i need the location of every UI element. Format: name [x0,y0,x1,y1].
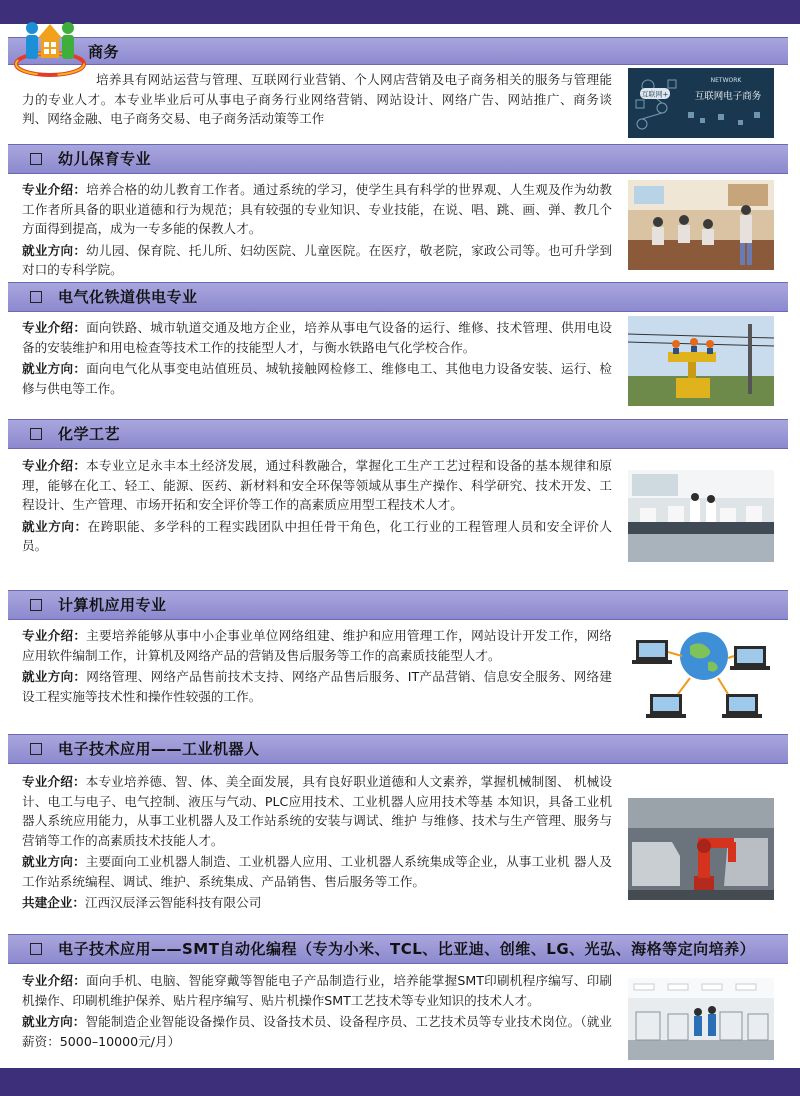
checkbox-square-icon [30,153,42,165]
intro-text: 主要培养能够从事中小企事业单位网络组建、维护和应用管理工作，网站设计开发工作，网络应用软件编制工作，计算机及网络产品的营销及售后服务等工作的高素质技能型人才。 [22,628,613,663]
section-body-chemistry [22,456,612,558]
section-header-ecommerce [8,37,788,65]
section-body-computer [22,626,612,708]
partner-label: 共建企业： [22,895,85,910]
intro-paragraph [22,318,612,357]
intro-paragraph [22,180,612,239]
section-body-smt [22,971,612,1053]
career-paragraph [22,1012,612,1051]
section-body-childcare [22,180,612,282]
intro-label: 专业介绍： [22,628,87,643]
section-title: 计算机应用专业 [58,596,167,614]
globe-laptops-photo [628,622,778,728]
section-title: 商务 [88,43,120,61]
section-body-ecommerce [22,70,612,131]
industrial-robot-photo [628,798,774,900]
photo-text-network: NETWORK [710,77,742,84]
section-body-railway [22,318,612,400]
smt-production-line-photo [628,978,774,1060]
section-header-smt [8,934,788,964]
photo-text-internet-plus: 互联网+ [641,90,669,99]
checkbox-square-icon [30,743,42,755]
section-title: 电气化铁道供电专业 [58,288,198,306]
section-title: 电子技术应用——工业机器人 [58,740,260,758]
section-header-childcare [8,144,788,174]
intro-label: 专业介绍： [22,320,87,335]
section-title: 化学工艺 [58,425,121,443]
top-banner-bar [0,0,800,24]
career-text: 在跨职能、多学科的工程实践团队中担任骨干角色，化工行业的工程管理人员和安全评价人员。 [22,518,613,553]
section-title: 幼儿保育专业 [58,150,152,168]
photo-text-ecommerce: 互联网电子商务 [694,91,762,102]
career-text: 网络管理、网络产品售前技术支持、网络产品售后服务、IT产品营销、信息安全服务、网络建设工程实施等技术性和操作性较强的工作。 [22,669,612,704]
railway-catenary-photo [628,316,774,406]
intro-text: 培养合格的幼儿教育工作者。通过系统的学习，使学生具有科学的世界观、人生观及作为幼教工作者所具备的职业道德和行为规范；具有较强的专业知识、专业技能，在说、唱、跳、画、弹、教几个方面得到提高，成为一专多能的保教人才。 [22,182,613,236]
career-label: 就业方向： [22,361,87,376]
career-paragraph [22,359,612,398]
career-label: 就业方向： [22,518,88,534]
intro-label: 专业介绍： [22,774,86,789]
section-title: 电子技术应用——SMT自动化编程（专为小米、TCL、比亚迪、创维、LG、光弘、海格等定向培养） [58,940,756,958]
career-paragraph [22,852,612,891]
intro-paragraph [22,456,612,515]
intro-paragraph [22,971,612,1010]
career-text: 幼儿园、保育院、托儿所、妇幼医院、儿童医院。在医疗，敬老院，家政公司等。也可升学到对口的专科学院。 [22,242,613,277]
career-label: 就业方向： [22,854,86,869]
career-text: 面向电气化从事变电站值班员、城轨接触网检修工、维修电工、其他电力设备安装、运行、检修与供电等工作。 [22,361,613,396]
checkbox-square-icon [30,291,42,303]
partner-paragraph [22,893,612,913]
description-text: 培养具有网站运营与管理、互联网行业营销、个人网店营销及电子商务相关的服务与管理能力的专业人才。本专业毕业后可从事电子商务行业网络营销、网站设计、网络广告、网站推广、商务谈判、网络金融、电子商务交易、电子商务活动策等工作 [22,72,612,126]
intro-text: 面向铁路、城市轨道交通及地方企业，培养从事电气设备的运行、维修、技术管理、供用电设备的安装维护和用电检查等技术工作的技能型人才，与衡水铁路电气化学校合作。 [22,320,613,355]
intro-label: 专业介绍： [22,973,87,988]
section-header-chemistry [8,419,788,449]
intro-paragraph [22,772,612,850]
intro-paragraph [22,626,612,665]
childcare-classroom-photo [628,180,774,270]
intro-text: 本专业培养德、智、体、美全面发展，具有良好职业道德和人文素养，掌握机械制图、 机械设计、电工与电子、电气控制、液压与气动、PLC应用技术、工业机器人应用技术等基 本知识，具备工业机器人系统应用能力，从事工业机器人及工作站系统的安装与调试、维护 与维修、技术与生产管理、服务与营销等工作的高素质技术技能人才。 [22,774,612,848]
career-text: 主要面向工业机器人制造、工业机器人应用、工业机器人系统集成等企业，从事工业机 器人及工作站系统编程、调试、维护、系统集成、产品销售、售后服务等工作。 [22,854,612,889]
partner-text: 江西汉辰泽云智能科技有限公司 [84,895,262,910]
section-description [22,70,612,129]
career-label: 就业方向： [22,669,87,684]
intro-label: 专业介绍： [22,458,87,473]
career-label: 就业方向： [22,242,87,258]
career-paragraph [22,667,612,706]
intro-label: 专业介绍： [22,182,87,197]
school-logo [10,14,90,78]
checkbox-square-icon [30,943,42,955]
checkbox-square-icon [30,599,42,611]
checkbox-square-icon [30,428,42,440]
career-paragraph [22,517,612,556]
section-header-railway [8,282,788,312]
career-paragraph [22,241,612,280]
section-header-computer [8,590,788,620]
intro-text: 本专业立足永丰本土经济发展，通过科教融合，掌握化工生产工艺过程和设备的基本规律和原理，能够在化工、轻工、能源、医药、新材料和安全环保等领域从事生产操作、科学研究、技术开发、工程设计、生产管理、市场开拓和安全评价等工作的高素质应用型工程技术人才。 [22,458,613,512]
career-label: 就业方向： [22,1014,86,1029]
section-body-robotics [22,772,612,915]
ecommerce-network-photo [628,68,774,138]
bottom-banner-bar [0,1068,800,1096]
career-text: 智能制造企业智能设备操作员、设备技术员、设备程序员、工艺技术员等专业技术岗位。（就业薪资：5000–10000元/月） [22,1014,613,1049]
section-header-robotics [8,734,788,764]
intro-text: 面向手机、电脑、智能穿戴等智能电子产品制造行业，培养能掌握SMT印刷机程序编写、印刷机操作、印刷机维护保养、贴片程序编写、贴片机操作SMT工艺技术等专业知识的技术人才。 [22,973,612,1008]
chemistry-lab-photo [628,470,774,562]
